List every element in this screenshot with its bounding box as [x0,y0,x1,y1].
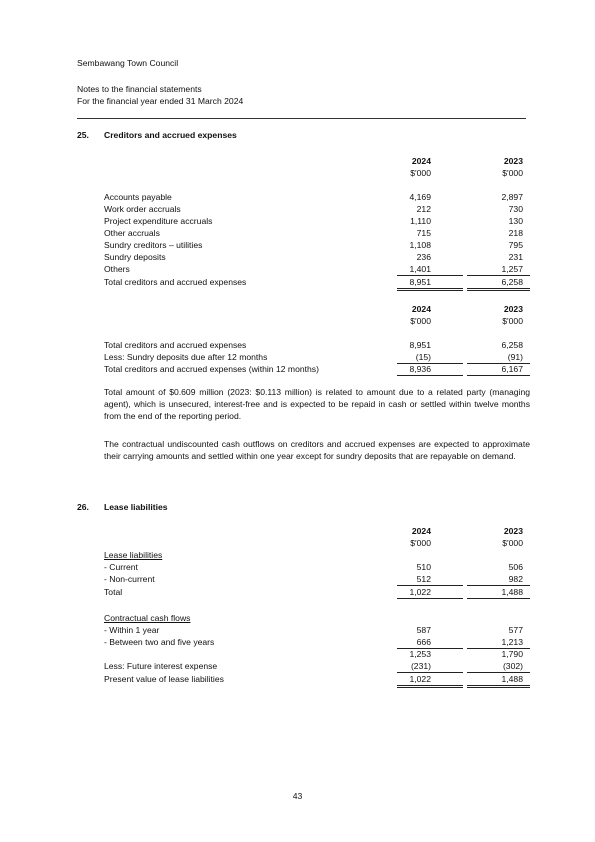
total-double-rule [397,288,463,291]
table-cell-2024: 666 [416,637,431,647]
notes-title: Notes to the financial statements [77,84,202,94]
table-cell-2024: 8,936 [409,364,431,374]
table-cell-2023: 982 [508,574,523,584]
total-cell-2023: 1,488 [501,674,523,684]
table-row-label: Project expenditure accruals [104,216,213,226]
total-double-rule [397,685,463,688]
contractual-cash-flows-heading: Contractual cash flows [104,613,191,623]
total-row-label: Total creditors and accrued expenses [104,277,247,287]
total-rule [397,598,463,599]
table-cell-2023: 506 [508,562,523,572]
col-unit-2023: $'000 [502,316,523,326]
table-cell-2024: (231) [410,661,431,671]
col-unit-2024: $'000 [410,316,431,326]
total-cell-2024: 1,022 [409,587,431,597]
table-row-label: Others [104,264,130,274]
table-row-label: Sundry deposits [104,252,166,262]
total-cell-2024: 8,951 [409,277,431,287]
total-cell-2023: 1,488 [501,587,523,597]
col-unit-2023: $'000 [502,168,523,178]
table-cell-2023: 1,257 [501,264,523,274]
total-rule [467,375,530,376]
table-row-label: Other accruals [104,228,160,238]
total-row-label: Present value of lease liabilities [104,674,224,684]
table-cell-2024: 587 [416,625,431,635]
total-double-rule [467,685,530,688]
table-row-label: - Within 1 year [104,625,160,635]
table-cell-2023: 2,897 [501,192,523,202]
table-cell-2024: 715 [416,228,431,238]
table-row-label: Total creditors and accrued expenses [104,340,247,350]
table-row-label: Work order accruals [104,204,181,214]
table-row-label: - Current [104,562,138,572]
section-25-title: Creditors and accrued expenses [104,130,237,140]
col-unit-2023: $'000 [502,538,523,548]
table-row-label: Accounts payable [104,192,172,202]
table-cell-2023: 730 [508,204,523,214]
subtotal-rule [397,672,463,673]
subtotal-rule [467,275,530,276]
table-cell-2023: 795 [508,240,523,250]
table-cell-2023: 218 [508,228,523,238]
table-cell-2024: 512 [416,574,431,584]
section-26-number: 26. [77,502,89,512]
table-cell-2024: 236 [416,252,431,262]
table-cell-2023: 231 [508,252,523,262]
paragraph-cash-outflows: The contractual undiscounted cash outflows on creditors and accrued expenses are expected to approximate their carrying amounts and settled within one year except for sundry deposits that are repayable on demand. [104,439,530,461]
table-cell-2024: 1,401 [409,264,431,274]
col-header-2024: 2024 [411,156,431,166]
subtotal-rule [397,275,463,276]
col-header-2023: 2023 [503,156,523,166]
table-row-label: Total creditors and accrued expenses (within 12 months) [104,364,319,374]
total-rule [397,375,463,376]
table-cell-2023: 130 [508,216,523,226]
total-rule [467,598,530,599]
organisation-name: Sembawang Town Council [77,58,179,68]
col-header-2024: 2024 [411,304,431,314]
lease-liabilities-heading: Lease liabilities [104,550,163,560]
table-cell-2024: 1,108 [409,240,431,250]
table-cell-2024: (15) [415,352,431,362]
table-cell-2023: 6,258 [501,340,523,350]
col-header-2024: 2024 [411,526,431,536]
section-26-title: Lease liabilities [104,502,168,512]
header-divider [77,118,526,119]
col-header-2023: 2023 [503,526,523,536]
table-row-label: - Non-current [104,574,155,584]
paragraph-related-party: Total amount of $0.609 million (2023: $0.113 million) is related to amount due to a related party (managing agent), which is unsecured, interest-free and is expected to be repaid in cash or settled within twelve months from the end of the reporting period. [104,387,530,421]
table-cell-2023: 1,213 [501,637,523,647]
total-double-rule [467,288,530,291]
table-row-label: Less: Sundry deposits due after 12 months [104,352,268,362]
table-row-label: - Between two and five years [104,637,215,647]
col-unit-2024: $'000 [410,168,431,178]
subtotal-cell-2024: 1,253 [409,649,431,659]
table-cell-2023: 6,167 [501,364,523,374]
table-row-label: Less: Future interest expense [104,661,218,671]
subtotal-rule [467,585,530,586]
page-number: 43 [292,791,303,801]
total-cell-2023: 6,258 [501,277,523,287]
table-cell-2024: 212 [416,204,431,214]
subtotal-rule [467,672,530,673]
col-unit-2024: $'000 [410,538,431,548]
table-cell-2024: 1,110 [410,216,431,226]
total-cell-2024: 1,022 [409,674,431,684]
table-cell-2023: (302) [502,661,523,671]
table-cell-2023: (91) [507,352,523,362]
table-cell-2024: 510 [416,562,431,572]
subtotal-rule [397,585,463,586]
period-title: For the financial year ended 31 March 2024 [77,96,244,106]
table-cell-2024: 8,951 [409,340,431,350]
col-header-2023: 2023 [503,304,523,314]
table-cell-2023: 577 [508,625,523,635]
table-cell-2024: 4,169 [409,192,431,202]
total-row-label: Total [104,587,123,597]
table-row-label: Sundry creditors – utilities [104,240,203,250]
section-25-number: 25. [77,130,89,140]
subtotal-cell-2023: 1,790 [501,649,523,659]
